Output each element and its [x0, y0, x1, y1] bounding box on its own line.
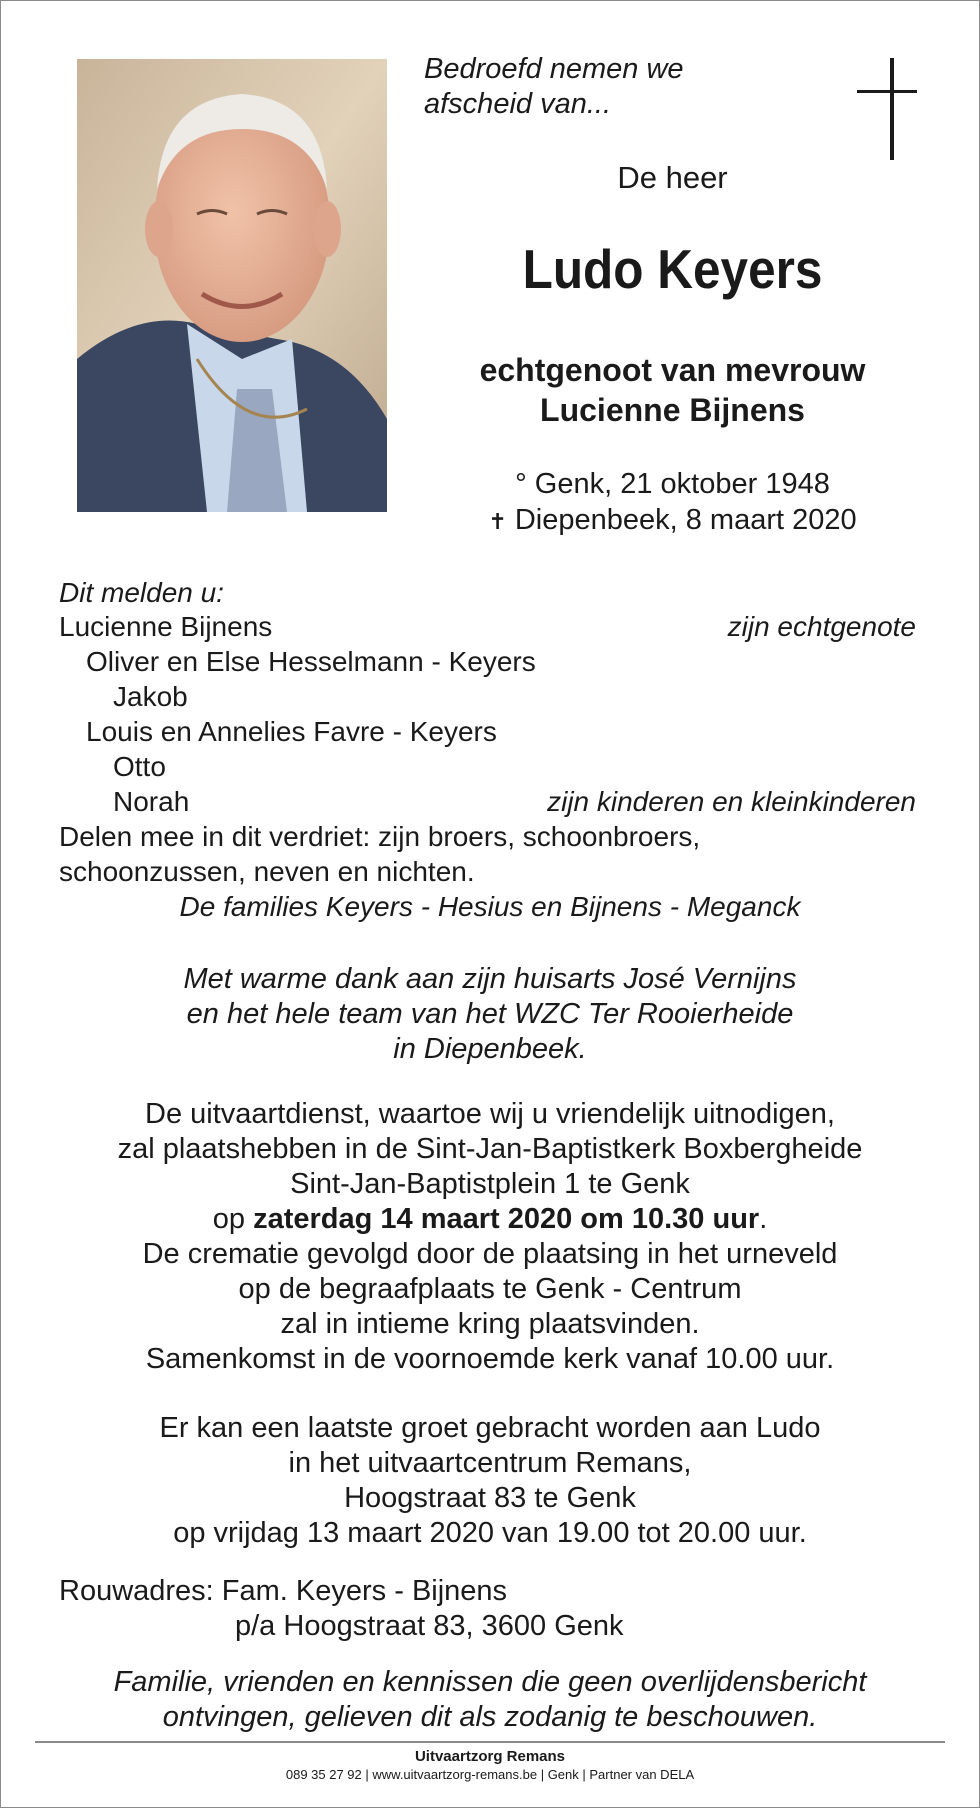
greeting-line: op vrijdag 13 maart 2020 van 19.00 tot 20.00 uur. — [173, 1517, 807, 1549]
thanks-line: Met warme dank aan zijn huisarts José Vernijns — [183, 963, 797, 995]
service-line: Sint-Jan-Baptistplein 1 te Genk — [290, 1168, 690, 1200]
service-line: De crematie gevolgd door de plaatsing in het urneveld — [142, 1238, 838, 1270]
family-member: Oliver en Else Hesselmann - Keyers — [86, 646, 536, 677]
thanks-line: in Diepenbeek. — [393, 1033, 587, 1065]
thanks-block — [40, 962, 940, 1067]
service-block — [40, 1097, 940, 1377]
cross-icon — [857, 58, 929, 160]
service-date: zaterdag 14 maart 2020 om 10.30 uur — [253, 1203, 760, 1235]
dates — [405, 466, 940, 540]
greeting-line: in het uitvaartcentrum Remans, — [288, 1447, 692, 1479]
thanks-line: en het hele team van het WZC Ter Rooierheide — [186, 998, 794, 1030]
deceased-name: Ludo Keyers — [522, 238, 823, 300]
family-member: Louis en Annelies Favre - Keyers — [86, 716, 497, 747]
family-member: Jakob — [113, 681, 188, 712]
service-date-line: op zaterdag 14 maart 2020 om 10.30 uur. — [212, 1203, 768, 1235]
family-spouse: Lucienne Bijnens — [59, 611, 273, 642]
address-line: p/a Hoogstraat 83, 3600 Genk — [235, 1610, 624, 1642]
share-line: Delen mee in dit verdriet: zijn broers, schoonbroers, — [59, 821, 701, 852]
intro-line: afscheid van... — [424, 88, 611, 120]
death-symbol: ✝ — [488, 509, 507, 534]
notice-line: ontvingen, gelieven dit als zodanig te beschouwen. — [162, 1701, 818, 1733]
greeting-line: Er kan een laatste groet gebracht worden aan Ludo — [159, 1412, 821, 1444]
funeral-home-contact: 089 35 27 92 | www.uitvaartzorg-remans.be | Genk | Partner van DELA — [285, 1767, 695, 1782]
family-member: Norah — [113, 786, 190, 817]
children-role: zijn kinderen en kleinkinderen — [547, 786, 916, 817]
service-line: Samenkomst in de voornoemde kerk vanaf 10.00 uur. — [145, 1343, 835, 1375]
address-line: Rouwadres: Fam. Keyers - Bijnens — [59, 1575, 508, 1607]
funeral-home-name: Uitvaartzorg Remans — [414, 1748, 566, 1765]
spouse-text: Lucienne Bijnens — [540, 392, 805, 428]
intro-line: Bedroefd nemen we — [424, 53, 684, 85]
birth-date: ° Genk, 21 oktober 1948 — [515, 468, 830, 500]
greeting-block — [40, 1411, 940, 1551]
service-line: zal plaatshebben in de Sint-Jan-Baptistkerk Boxbergheide — [117, 1133, 863, 1165]
notice-block — [40, 1665, 940, 1735]
service-line: zal in intieme kring plaatsvinden. — [280, 1308, 700, 1340]
footer-divider — [35, 1741, 945, 1743]
intro-text — [424, 52, 684, 122]
notice-line: Familie, vrienden en kennissen die geen overlijdensbericht — [113, 1666, 867, 1698]
service-line: op de begraafplaats te Genk - Centrum — [238, 1273, 742, 1305]
family-member: Otto — [113, 751, 166, 782]
family-spouse-role: zijn echtgenote — [727, 611, 916, 642]
service-line: De uitvaartdienst, waartoe wij u vriendelijk uitnodigen, — [145, 1098, 835, 1130]
family-header: Dit melden u: — [59, 577, 224, 608]
death-date: ✝ Diepenbeek, 8 maart 2020 — [488, 504, 857, 536]
spouse-text: echtgenoot van mevrouw — [479, 352, 866, 388]
greeting-line: Hoogstraat 83 te Genk — [344, 1482, 636, 1514]
portrait-photo — [77, 59, 387, 512]
spouse-line — [405, 350, 940, 430]
share-line: schoonzussen, neven en nichten. — [59, 856, 475, 887]
families-line: De families Keyers - Hesius en Bijnens - Meganck — [179, 891, 801, 922]
title-prefix: De heer — [617, 160, 728, 195]
